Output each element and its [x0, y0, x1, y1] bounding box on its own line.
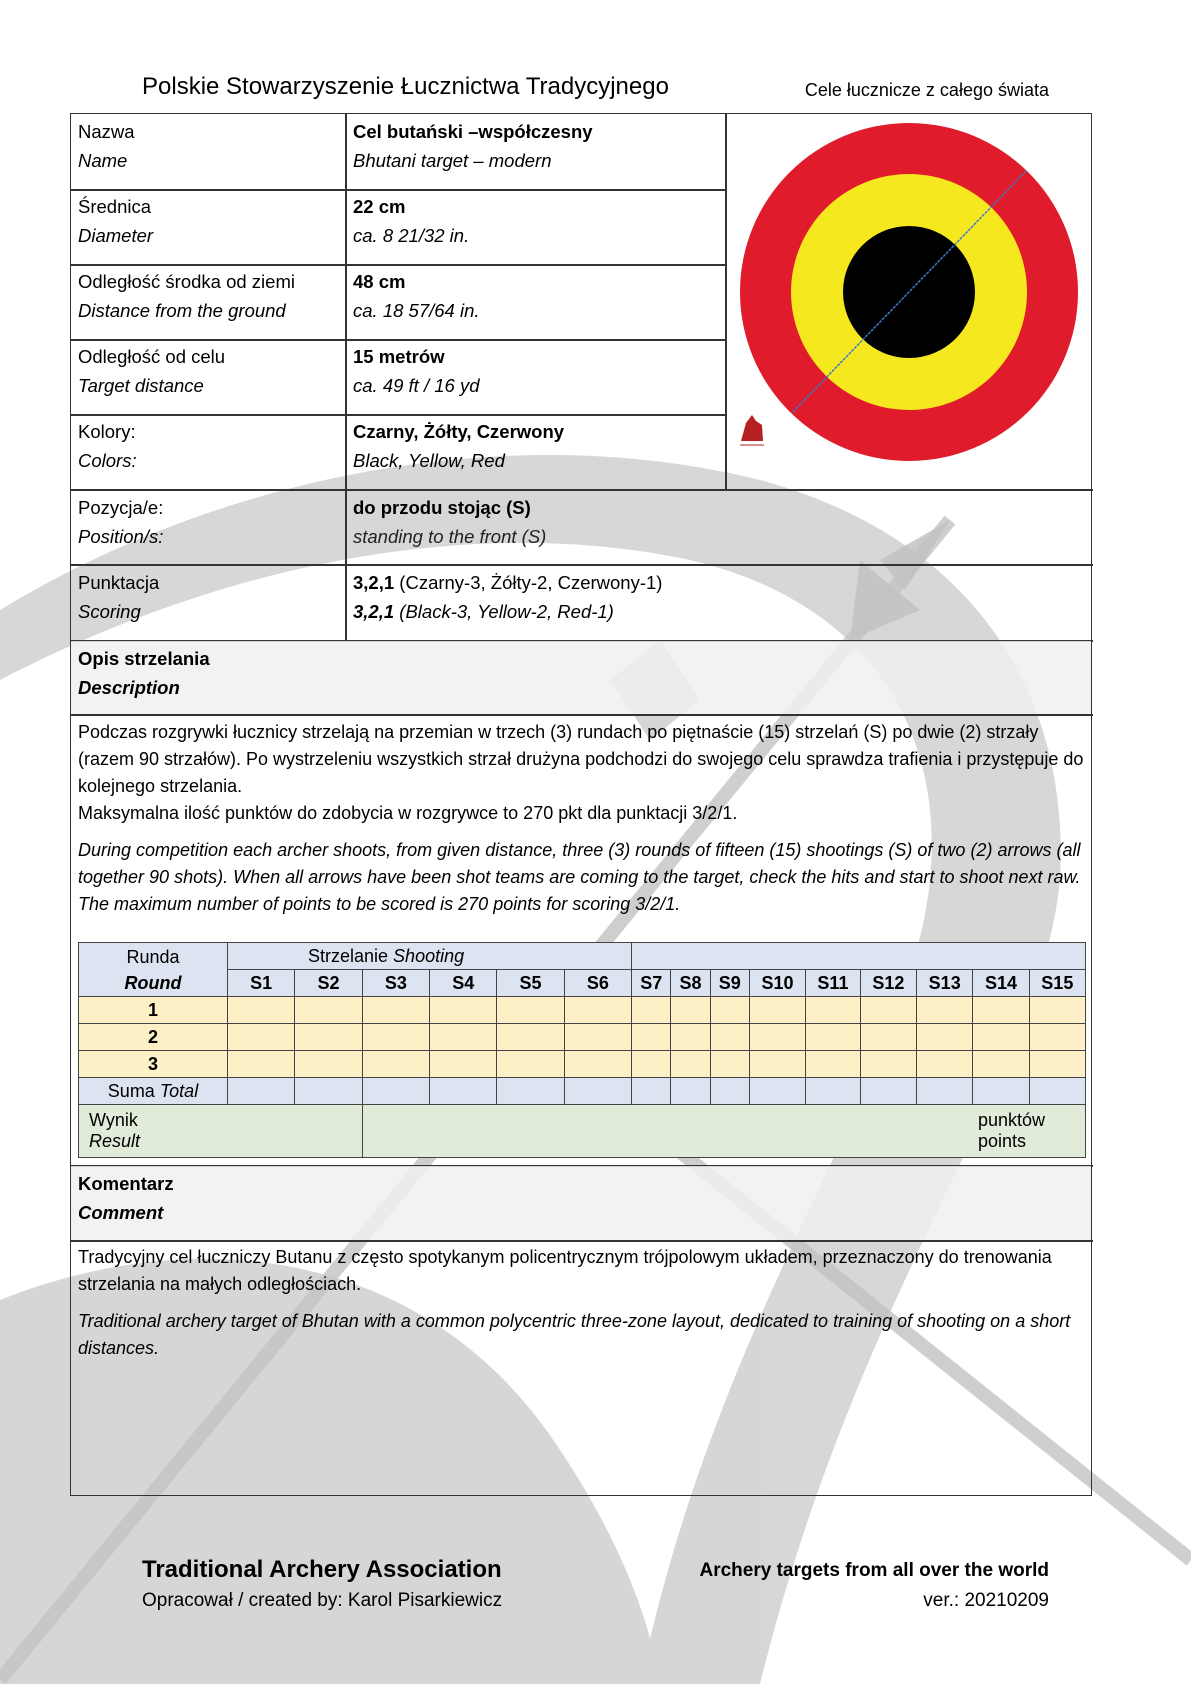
- round-header: Runda Round: [79, 943, 228, 997]
- position-value: do przodu stojąc (S) standing to the front (S): [353, 497, 547, 547]
- score-cell[interactable]: [749, 1051, 805, 1078]
- score-cell[interactable]: [430, 1024, 497, 1051]
- target-distance-label: Odległość od celu Target distance: [78, 346, 226, 396]
- score-cell[interactable]: [1029, 1024, 1085, 1051]
- round-number: 2: [79, 1024, 228, 1051]
- shooting-header: Strzelanie Shooting: [228, 943, 632, 970]
- footer-organization-en: Traditional Archery Association: [142, 1556, 502, 1583]
- diameter-value: 22 cm ca. 8 21/32 in.: [353, 196, 470, 246]
- score-cell[interactable]: [671, 997, 710, 1024]
- ground-distance-label: Odległość środka od ziemi Distance from the ground: [78, 271, 295, 321]
- total-cell[interactable]: [710, 1078, 749, 1105]
- shot-header-cell: S3: [362, 970, 429, 997]
- score-cell[interactable]: [497, 997, 564, 1024]
- comment-label: Komentarz Comment: [71, 1166, 1091, 1240]
- score-cell[interactable]: [497, 1051, 564, 1078]
- score-cell[interactable]: [860, 1051, 916, 1078]
- footer-right: [0, 1560, 1049, 1612]
- shot-header-cell: S15: [1029, 970, 1085, 997]
- score-cell[interactable]: [1029, 1051, 1085, 1078]
- shot-header-cell: S7: [632, 970, 671, 997]
- round-row: [79, 1024, 1086, 1051]
- score-cell[interactable]: [860, 997, 916, 1024]
- total-cell[interactable]: [1029, 1078, 1085, 1105]
- header-series-pl: Cele łucznicze z całego świata: [804, 80, 1049, 100]
- score-cell[interactable]: [806, 1051, 861, 1078]
- total-cell[interactable]: [671, 1078, 710, 1105]
- diameter-label: Średnica Diameter: [78, 196, 154, 246]
- score-cell[interactable]: [632, 1024, 671, 1051]
- score-cell[interactable]: [362, 1024, 429, 1051]
- round-number: 3: [79, 1051, 228, 1078]
- total-cell[interactable]: [749, 1078, 805, 1105]
- footer-series-en: Archery targets from all over the world: [699, 1560, 1049, 1581]
- score-cell[interactable]: [564, 1024, 631, 1051]
- shot-header-cell: S12: [860, 970, 916, 997]
- shot-header-cell: S2: [295, 970, 362, 997]
- score-cell[interactable]: [749, 997, 805, 1024]
- score-cell[interactable]: [632, 1051, 671, 1078]
- description-text: Podczas rozgrywki łucznicy strzelają na przemian w trzech (3) rundach po piętnaście (15) strzelań (S) po dwie (2) strzały (razem 90 strzałów). Po wystrzeleniu wszystkich strzał drużyna podchodzi do swojego celu sprawdza trafienia i przystępuje do kolejnego strzelania. Maksymalna ilość punktów do zdobycia w rozgrywce to 270 pkt dla punktacji 3/2/1. During competition each archer shoots, from given distance, three (3) rounds of fifteen (15) shootings (S) of two (2) arrows (all together 90 shots). When all arrows have been shot teams are coming to the target, check the hits and start to shoot next raw. The maximum number of points to be scored is 270 points for scoring 3/2/1.: [78, 722, 1084, 914]
- score-cell[interactable]: [806, 997, 861, 1024]
- total-cell[interactable]: [497, 1078, 564, 1105]
- score-cell[interactable]: [710, 1024, 749, 1051]
- position-label: Pozycja/e: Position/s:: [78, 497, 164, 547]
- shot-header-cell: S13: [917, 970, 973, 997]
- score-cell[interactable]: [295, 1051, 362, 1078]
- score-cell[interactable]: [973, 1024, 1029, 1051]
- score-cell[interactable]: [917, 997, 973, 1024]
- score-cell[interactable]: [749, 1024, 805, 1051]
- header-organization-pl: Polskie Stowarzyszenie Łucznictwa Tradycyjnego: [142, 73, 669, 100]
- shot-header-cell: S10: [749, 970, 805, 997]
- score-cell[interactable]: [860, 1024, 916, 1051]
- comment-text: Tradycyjny cel łuczniczy Butanu z często spotykanym policentrycznym trójpolowym układem, przeznaczony do trenowania strzelania na małych odległościach. Traditional archery target of Bhutan with a common polycentric three-zone layout, dedicated to training of shooting on a short distances.: [78, 1247, 1071, 1358]
- round-row: [79, 997, 1086, 1024]
- shot-header-cell: S11: [806, 970, 861, 997]
- score-table: [78, 942, 1086, 1158]
- score-cell[interactable]: [917, 1051, 973, 1078]
- total-row: [79, 1078, 1086, 1105]
- name-value: Cel butański –współczesny Bhutani target – modern: [353, 121, 593, 171]
- total-cell[interactable]: [860, 1078, 916, 1105]
- total-cell[interactable]: [806, 1078, 861, 1105]
- score-cell[interactable]: [362, 997, 429, 1024]
- description-label: Opis strzelania Description: [71, 641, 1091, 714]
- score-cell[interactable]: [564, 1051, 631, 1078]
- score-cell[interactable]: [228, 997, 295, 1024]
- shot-header-cell: S1: [228, 970, 295, 997]
- shot-header-cell: S9: [710, 970, 749, 997]
- total-cell[interactable]: [917, 1078, 973, 1105]
- shot-header-cell: S8: [671, 970, 710, 997]
- scoring-value: 3,2,1 (Czarny-3, Żółty-2, Czerwony-1) 3,2,1 (Black-3, Yellow-2, Red-1): [353, 572, 663, 622]
- score-cell[interactable]: [710, 997, 749, 1024]
- result-label: Wynik Result: [79, 1105, 363, 1158]
- shooting-header-continued: [632, 943, 1086, 970]
- total-cell[interactable]: [295, 1078, 362, 1105]
- shot-header-cell: S14: [973, 970, 1029, 997]
- total-cell[interactable]: [430, 1078, 497, 1105]
- total-label: Suma Total: [79, 1078, 228, 1105]
- scoring-label: Punktacja Scoring: [78, 572, 160, 622]
- score-cell[interactable]: [1029, 997, 1085, 1024]
- score-cell[interactable]: [632, 997, 671, 1024]
- footer-version: ver.: 20210209: [923, 1590, 1049, 1611]
- score-cell[interactable]: [362, 1051, 429, 1078]
- total-cell[interactable]: [973, 1078, 1029, 1105]
- total-cell[interactable]: [362, 1078, 429, 1105]
- total-cell[interactable]: [632, 1078, 671, 1105]
- score-cell[interactable]: [430, 997, 497, 1024]
- score-cell[interactable]: [973, 1051, 1029, 1078]
- score-cell[interactable]: [564, 997, 631, 1024]
- score-cell[interactable]: [917, 1024, 973, 1051]
- score-cell[interactable]: [671, 1051, 710, 1078]
- colors-value: Czarny, Żółty, Czerwony Black, Yellow, Red: [353, 421, 565, 471]
- shot-header-cell: S5: [497, 970, 564, 997]
- footer-author: Opracował / created by: Karol Pisarkiewicz: [142, 1590, 503, 1611]
- shot-header-cell: S6: [564, 970, 631, 997]
- association-logo-icon: [740, 415, 764, 445]
- shot-header-row: [79, 970, 1086, 997]
- ground-distance-value: 48 cm ca. 18 57/64 in.: [353, 271, 480, 321]
- shot-header-cell: S4: [430, 970, 497, 997]
- result-field[interactable]: punktów points: [362, 1105, 1085, 1158]
- score-cell[interactable]: [497, 1024, 564, 1051]
- colors-label: Kolory: Colors:: [78, 421, 137, 471]
- score-cell[interactable]: [671, 1024, 710, 1051]
- score-cell[interactable]: [295, 1024, 362, 1051]
- name-label: Nazwa Name: [78, 121, 135, 171]
- total-cell[interactable]: [228, 1078, 295, 1105]
- score-cell[interactable]: [228, 1024, 295, 1051]
- score-cell[interactable]: [295, 997, 362, 1024]
- score-cell[interactable]: [973, 997, 1029, 1024]
- round-number: 1: [79, 997, 228, 1024]
- score-cell[interactable]: [228, 1051, 295, 1078]
- target-distance-value: 15 metrów ca. 49 ft / 16 yd: [353, 346, 480, 396]
- score-cell[interactable]: [806, 1024, 861, 1051]
- bhutan-target-image: [726, 115, 1090, 461]
- score-cell[interactable]: [430, 1051, 497, 1078]
- total-cell[interactable]: [564, 1078, 631, 1105]
- score-cell[interactable]: [710, 1051, 749, 1078]
- round-row: [79, 1051, 1086, 1078]
